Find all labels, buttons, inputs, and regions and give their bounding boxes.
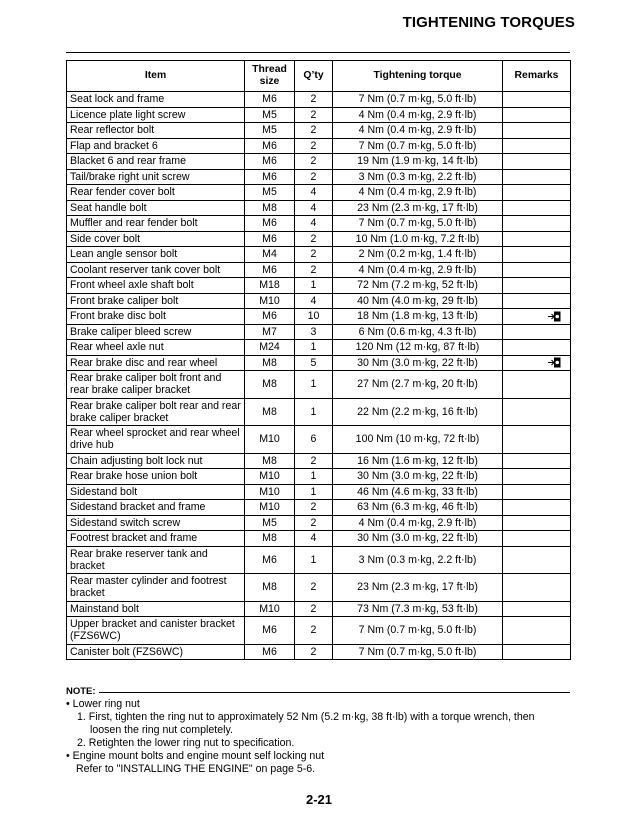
locking-agent-icon [548,311,561,322]
cell-thread-size: M6 [245,169,295,185]
table-row [67,324,571,340]
cell-thread-size: M8 [245,453,295,469]
table-row [67,138,571,154]
table-row [67,123,571,139]
cell-qty: 2 [295,247,333,263]
cell-torque: 40 Nm (4.0 m·kg, 29 ft·lb) [333,293,503,309]
cell-remarks [503,216,571,232]
cell-torque: 23 Nm (2.3 m·kg, 17 ft·lb) [333,574,503,602]
note-title [66,685,570,698]
table-row [67,484,571,500]
cell-item: Chain adjusting bolt lock nut [67,453,245,469]
cell-qty: 2 [295,574,333,602]
cell-item: Sidestand switch screw [67,515,245,531]
cell-qty: 1 [295,398,333,426]
table-row [67,546,571,574]
cell-thread-size: M10 [245,484,295,500]
cell-thread-size: M5 [245,185,295,201]
cell-remarks [503,200,571,216]
cell-remarks [503,123,571,139]
cell-remarks [503,515,571,531]
cell-item: Blacket 6 and rear frame [67,154,245,170]
cell-item: Canister bolt (FZS6WC) [67,644,245,660]
cell-thread-size: M6 [245,644,295,660]
step-number: 2. [77,737,86,749]
cell-item: Rear brake caliper bolt rear and rear brake caliper bracket [67,398,245,426]
cell-qty: 2 [295,154,333,170]
cell-thread-size: M10 [245,469,295,485]
cell-qty: 4 [295,531,333,547]
note-bullet-engine-mount [66,750,570,763]
table-row [67,355,571,371]
locking-agent-icon [548,357,561,368]
cell-torque: 30 Nm (3.0 m·kg, 22 ft·lb) [333,469,503,485]
table-row [67,278,571,294]
cell-thread-size: M10 [245,293,295,309]
table-row [67,644,571,660]
header-rule [66,52,570,53]
cell-thread-size: M6 [245,231,295,247]
table-row [67,200,571,216]
cell-thread-size: M10 [245,601,295,617]
cell-thread-size: M6 [245,309,295,325]
cell-thread-size: M6 [245,546,295,574]
cell-remarks [503,546,571,574]
cell-remarks [503,453,571,469]
cell-remarks [503,426,571,454]
notes-section [66,685,570,776]
cell-remarks [503,324,571,340]
cell-item: Rear brake disc and rear wheel [67,355,245,371]
cell-qty: 5 [295,355,333,371]
cell-remarks [503,531,571,547]
cell-thread-size: M6 [245,138,295,154]
cell-qty: 2 [295,262,333,278]
cell-item: Rear wheel axle nut [67,340,245,356]
cell-item: Upper bracket and canister bracket (FZS6WC) [67,617,245,645]
cell-qty: 1 [295,371,333,399]
table-row [67,185,571,201]
table-row [67,154,571,170]
cell-remarks [503,278,571,294]
cell-torque: 30 Nm (3.0 m·kg, 22 ft·lb) [333,355,503,371]
cell-torque: 16 Nm (1.6 m·kg, 12 ft·lb) [333,453,503,469]
cell-qty: 2 [295,453,333,469]
cell-torque: 7 Nm (0.7 m·kg, 5.0 ft·lb) [333,644,503,660]
cell-torque: 30 Nm (3.0 m·kg, 22 ft·lb) [333,531,503,547]
cell-remarks [503,262,571,278]
page-title: TIGHTENING TORQUES [402,14,575,31]
cell-torque: 4 Nm (0.4 m·kg, 2.9 ft·lb) [333,123,503,139]
cell-torque: 100 Nm (10 m·kg, 72 ft·lb) [333,426,503,454]
cell-qty: 2 [295,92,333,108]
cell-torque: 19 Nm (1.9 m·kg, 14 ft·lb) [333,154,503,170]
cell-remarks [503,309,571,325]
cell-thread-size: M8 [245,355,295,371]
cell-remarks [503,469,571,485]
note-rule [99,692,570,693]
cell-thread-size: M5 [245,107,295,123]
cell-thread-size: M6 [245,262,295,278]
cell-thread-size: M10 [245,500,295,516]
cell-item: Licence plate light screw [67,107,245,123]
header-torque: Tightening torque [333,61,503,92]
note-text: Retighten the lower ring nut to specification. [88,737,295,749]
cell-item: Mainstand bolt [67,601,245,617]
note-step-2 [66,737,570,750]
cell-thread-size: M24 [245,340,295,356]
cell-thread-size: M6 [245,154,295,170]
cell-remarks [503,500,571,516]
cell-remarks [503,154,571,170]
cell-item: Rear reflector bolt [67,123,245,139]
table-row [67,574,571,602]
cell-qty: 6 [295,426,333,454]
cell-torque: 7 Nm (0.7 m·kg, 5.0 ft·lb) [333,138,503,154]
table-row [67,216,571,232]
table-row [67,247,571,263]
cell-qty: 2 [295,617,333,645]
table-row [67,92,571,108]
note-step-1 [66,711,570,724]
table-row [67,453,571,469]
cell-item: Rear brake hose union bolt [67,469,245,485]
header-thread-size [245,61,295,92]
cell-qty: 10 [295,309,333,325]
cell-item: Coolant reserver tank cover bolt [67,262,245,278]
cell-qty: 4 [295,185,333,201]
cell-remarks [503,574,571,602]
cell-item: Rear wheel sprocket and rear wheel drive hub [67,426,245,454]
cell-item: Sidestand bolt [67,484,245,500]
cell-qty: 1 [295,278,333,294]
cell-item: Rear brake caliper bolt front and rear brake caliper bracket [67,371,245,399]
cell-remarks [503,340,571,356]
cell-torque: 3 Nm (0.3 m·kg, 2.2 ft·lb) [333,169,503,185]
cell-qty: 2 [295,123,333,139]
cell-qty: 2 [295,169,333,185]
page-number: 2-21 [305,792,333,807]
table-row [67,531,571,547]
cell-item: Side cover bolt [67,231,245,247]
cell-torque: 72 Nm (7.2 m·kg, 52 ft·lb) [333,278,503,294]
note-text: Engine mount bolts and engine mount self locking nut [72,750,325,762]
cell-remarks [503,92,571,108]
cell-item: Muffler and rear fender bolt [67,216,245,232]
header-thread-size-line1: Thread [252,64,287,75]
cell-thread-size: M8 [245,398,295,426]
cell-torque: 27 Nm (2.7 m·kg, 20 ft·lb) [333,371,503,399]
cell-remarks [503,231,571,247]
cell-qty: 2 [295,500,333,516]
cell-torque: 7 Nm (0.7 m·kg, 5.0 ft·lb) [333,216,503,232]
cell-torque: 63 Nm (6.3 m·kg, 46 ft·lb) [333,500,503,516]
table-row [67,231,571,247]
cell-item: Rear brake reserver tank and bracket [67,546,245,574]
table-row [67,601,571,617]
note-bullet-lower-ring-nut [66,698,570,711]
cell-item: Flap and bracket 6 [67,138,245,154]
cell-qty: 2 [295,515,333,531]
cell-remarks [503,601,571,617]
cell-thread-size: M6 [245,617,295,645]
cell-qty: 1 [295,340,333,356]
cell-remarks [503,644,571,660]
cell-item: Brake caliper bleed screw [67,324,245,340]
cell-torque: 46 Nm (4.6 m·kg, 33 ft·lb) [333,484,503,500]
cell-torque: 4 Nm (0.4 m·kg, 2.9 ft·lb) [333,185,503,201]
cell-qty: 1 [295,469,333,485]
cell-qty: 3 [295,324,333,340]
header-thread-size-line2: size [259,76,280,87]
cell-qty: 1 [295,484,333,500]
cell-thread-size: M18 [245,278,295,294]
cell-torque: 120 Nm (12 m·kg, 87 ft·lb) [333,340,503,356]
cell-qty: 2 [295,138,333,154]
cell-remarks [503,617,571,645]
cell-torque: 4 Nm (0.4 m·kg, 2.9 ft·lb) [333,515,503,531]
cell-item: Rear fender cover bolt [67,185,245,201]
table-row [67,107,571,123]
table-row [67,371,571,399]
cell-remarks [503,107,571,123]
cell-item: Seat lock and frame [67,92,245,108]
cell-remarks [503,484,571,500]
header-qty: Q’ty [295,61,333,92]
cell-item: Front brake disc bolt [67,309,245,325]
cell-torque: 4 Nm (0.4 m·kg, 2.9 ft·lb) [333,107,503,123]
note-text: Lower ring nut [72,698,140,710]
step-number: 1. [77,711,86,723]
cell-qty: 4 [295,200,333,216]
cell-remarks [503,138,571,154]
note-bullet-engine-mount-continued: Refer to "INSTALLING THE ENGINE" on page 5-6. [76,763,316,775]
table-row [67,515,571,531]
cell-item: Seat handle bolt [67,200,245,216]
header-remarks: Remarks [503,61,571,92]
cell-torque: 73 Nm (7.3 m·kg, 53 ft·lb) [333,601,503,617]
cell-qty: 2 [295,644,333,660]
cell-qty: 1 [295,546,333,574]
bullet-symbol: • [66,750,70,762]
cell-remarks [503,371,571,399]
table-row [67,169,571,185]
header-item: Item [67,61,245,92]
note-step-1-continued: loosen the ring nut completely. [90,724,233,736]
cell-thread-size: M8 [245,531,295,547]
cell-thread-size: M4 [245,247,295,263]
note-text: First, tighten the ring nut to approximately 52 Nm (5.2 m·kg, 38 ft·lb) with a torque wrench, then [88,711,535,723]
cell-torque: 23 Nm (2.3 m·kg, 17 ft·lb) [333,200,503,216]
cell-torque: 3 Nm (0.3 m·kg, 2.2 ft·lb) [333,546,503,574]
cell-torque: 10 Nm (1.0 m·kg, 7.2 ft·lb) [333,231,503,247]
cell-remarks [503,398,571,426]
table-row [67,500,571,516]
table-row [67,309,571,325]
cell-item: Front wheel axle shaft bolt [67,278,245,294]
cell-item: Lean angle sensor bolt [67,247,245,263]
cell-remarks [503,293,571,309]
cell-torque: 6 Nm (0.6 m·kg, 4.3 ft·lb) [333,324,503,340]
cell-thread-size: M8 [245,574,295,602]
cell-qty: 2 [295,107,333,123]
cell-thread-size: M5 [245,515,295,531]
cell-torque: 18 Nm (1.8 m·kg, 13 ft·lb) [333,309,503,325]
cell-thread-size: M5 [245,123,295,139]
cell-thread-size: M8 [245,200,295,216]
table-row [67,469,571,485]
table-header-row [67,61,571,92]
cell-qty: 4 [295,293,333,309]
cell-item: Sidestand bracket and frame [67,500,245,516]
cell-item: Front brake caliper bolt [67,293,245,309]
cell-remarks [503,247,571,263]
table-row [67,262,571,278]
cell-qty: 2 [295,231,333,247]
table-row [67,398,571,426]
cell-torque: 2 Nm (0.2 m·kg, 1.4 ft·lb) [333,247,503,263]
cell-torque: 22 Nm (2.2 m·kg, 16 ft·lb) [333,398,503,426]
cell-thread-size: M8 [245,371,295,399]
cell-item: Rear master cylinder and footrest bracket [67,574,245,602]
cell-qty: 2 [295,601,333,617]
cell-qty: 4 [295,216,333,232]
cell-remarks [503,185,571,201]
cell-torque: 7 Nm (0.7 m·kg, 5.0 ft·lb) [333,617,503,645]
table-row [67,293,571,309]
table-row [67,617,571,645]
bullet-symbol: • [66,698,70,710]
cell-thread-size: M7 [245,324,295,340]
note-label: NOTE: [66,686,96,697]
torque-table [66,60,571,660]
cell-remarks [503,355,571,371]
cell-thread-size: M6 [245,92,295,108]
cell-item: Tail/brake right unit screw [67,169,245,185]
cell-thread-size: M6 [245,216,295,232]
cell-item: Footrest bracket and frame [67,531,245,547]
cell-torque: 4 Nm (0.4 m·kg, 2.9 ft·lb) [333,262,503,278]
cell-torque: 7 Nm (0.7 m·kg, 5.0 ft·lb) [333,92,503,108]
cell-thread-size: M10 [245,426,295,454]
table-row [67,340,571,356]
cell-remarks [503,169,571,185]
table-row [67,426,571,454]
